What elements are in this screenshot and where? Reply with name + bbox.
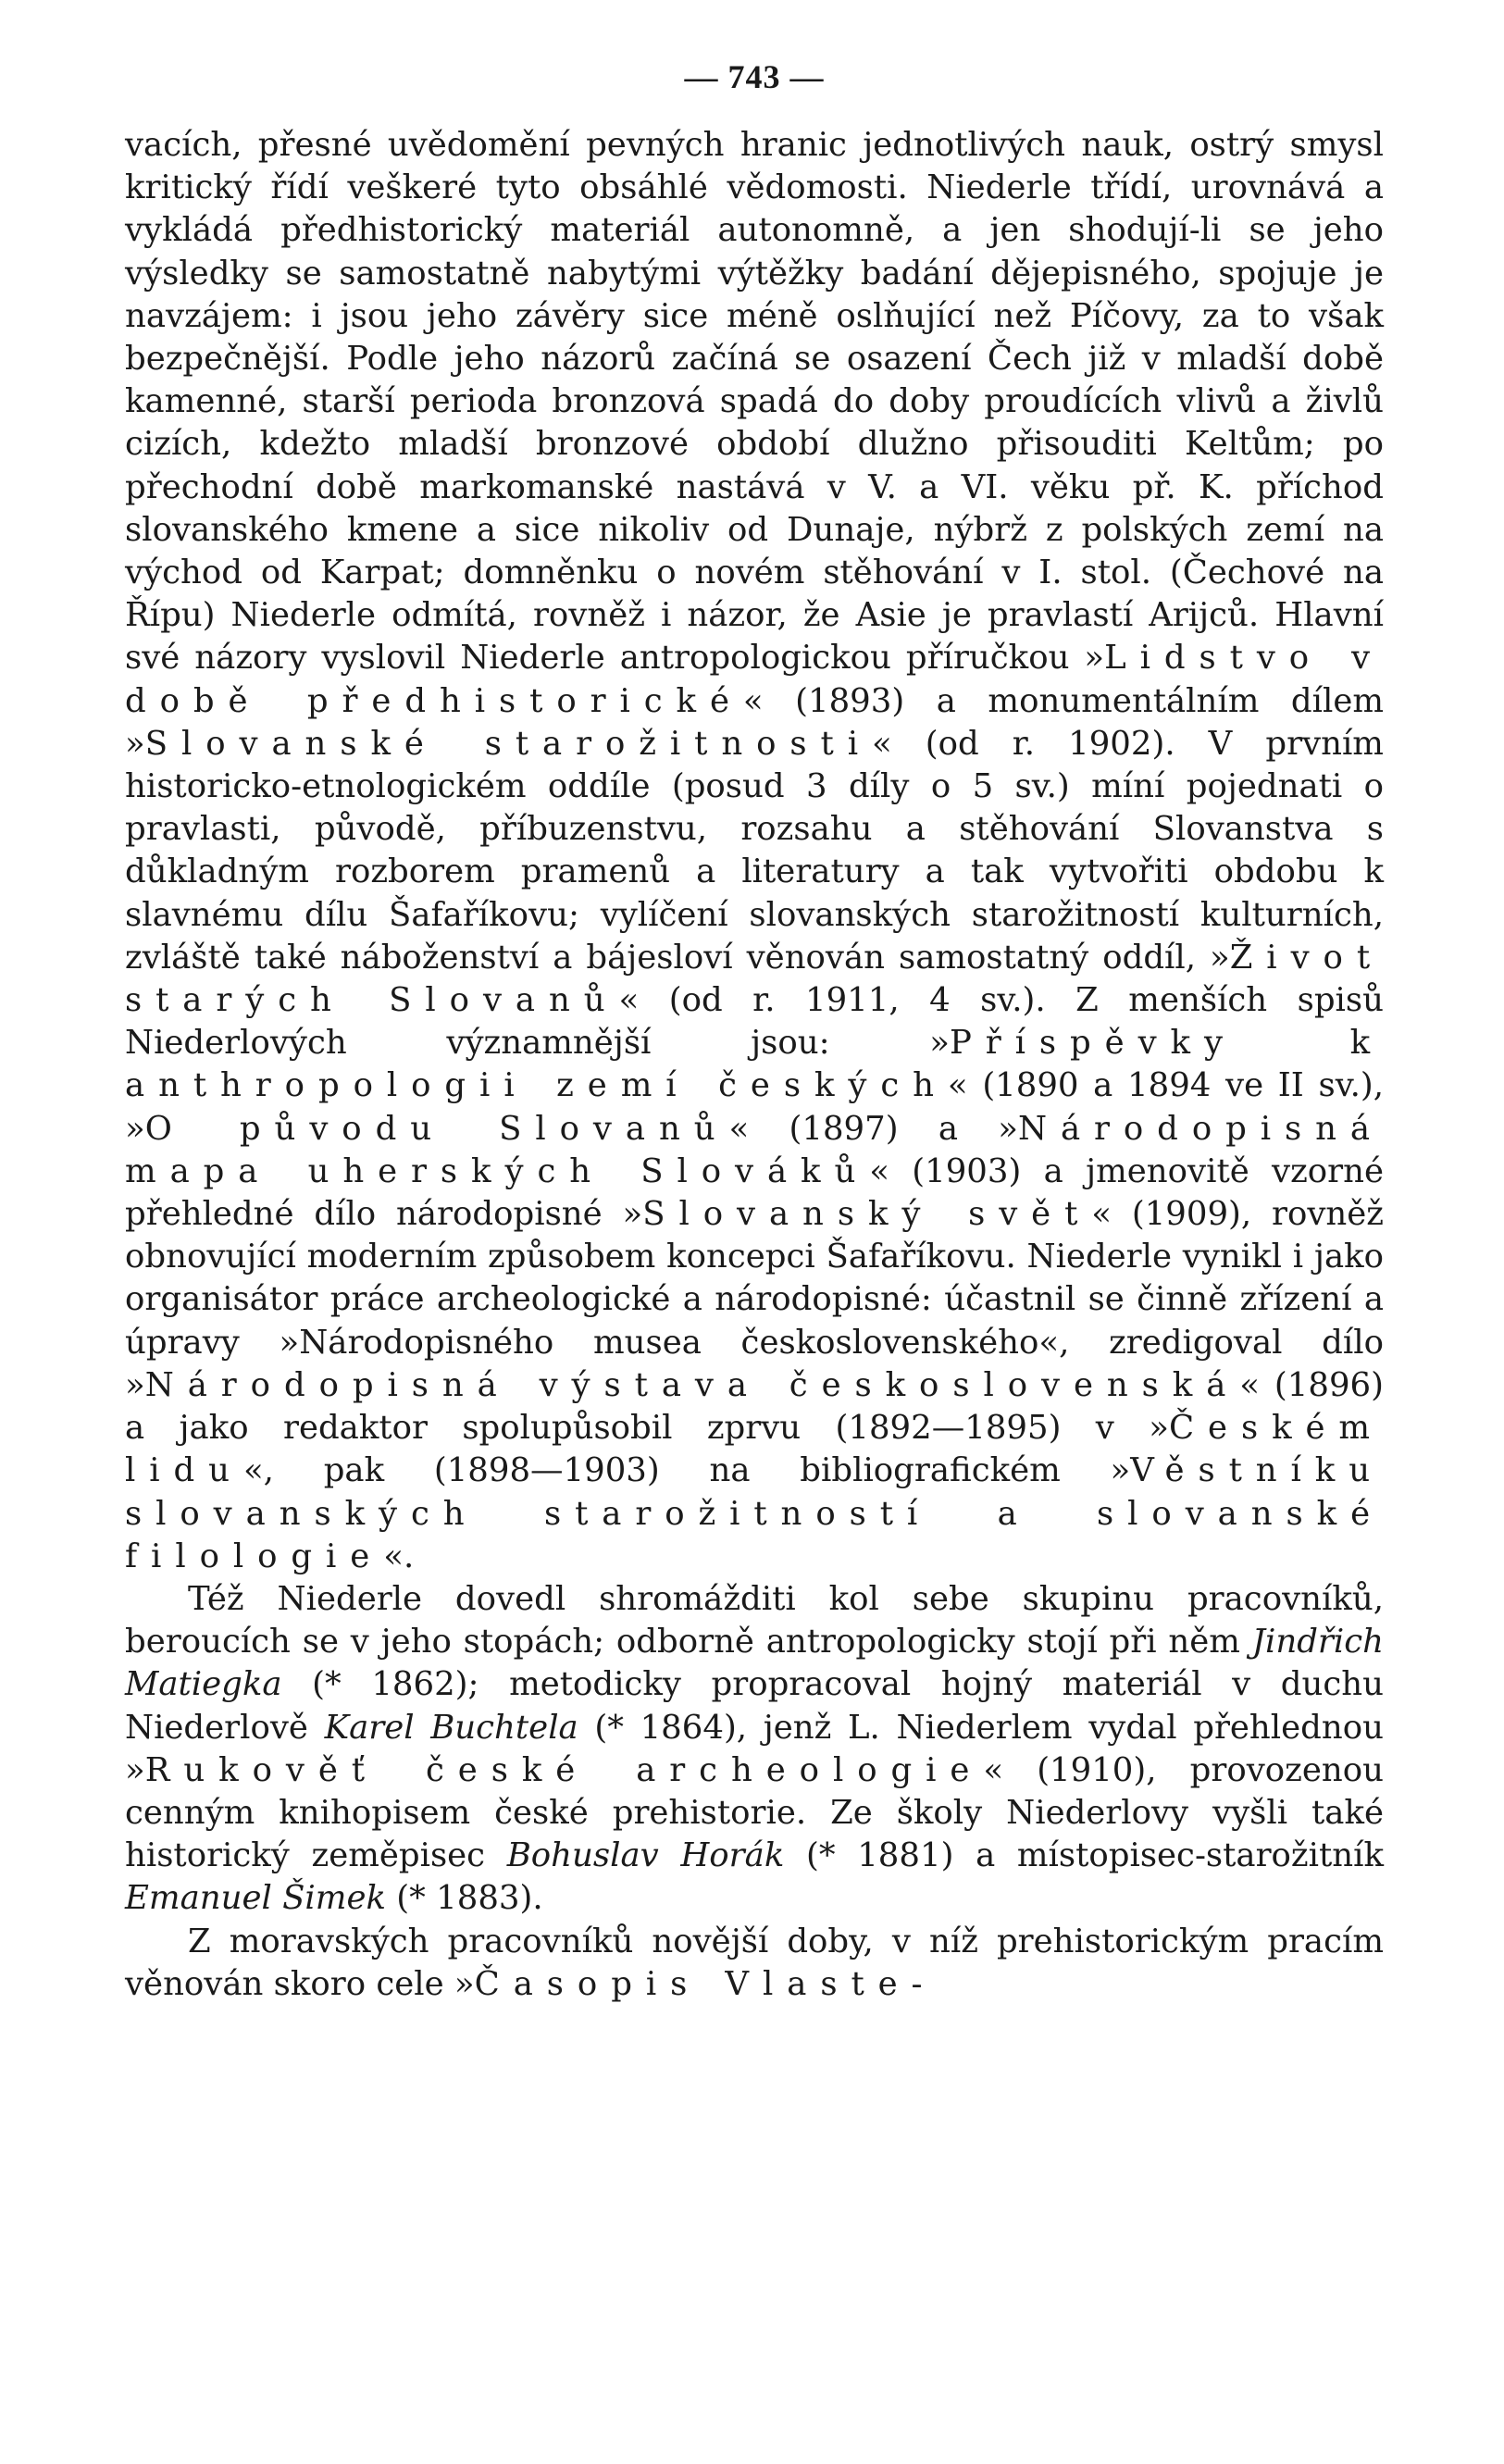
page-body (125, 124, 1384, 2006)
text-run: (* 1862); metodicky propracoval hojný materiál v duchu Niederlově (125, 1665, 1384, 1747)
spaced-title: Časopis Vlaste- (474, 1964, 937, 2003)
text-run: « (1897) a » (728, 1109, 1018, 1148)
italic-name: Emanuel Šimek (125, 1879, 386, 1918)
spaced-title: Lidstvo v době předhistorické (125, 639, 1384, 720)
text-run: Též Niederle dovedl shromážditi kol sebe skupinu pracovníků, beroucích se v jeho stopách; odborně antropologicky stojí při něm (125, 1579, 1384, 1661)
text-run: « (1909), rovněž obnovující moderním způsobem koncepci Šafaříkovu. Niederle vynikl i jako organisátor práce archeologické a národopisné: účastnil se činně zřízení a úpravy »Národopisného musea československého«, zredigoval dílo » (125, 1195, 1385, 1404)
italic-name: Bohuslav Horák (506, 1836, 785, 1875)
text-run: « (1896) a jako redaktor spolupůsobil zprvu (1892—1895) v » (125, 1365, 1384, 1448)
italic-name: Jindřich Matiegka (125, 1623, 1384, 1704)
text-run: « (1910), provozenou cenným knihopisem české prehistorie. Ze školy Niederlovy vyšli také historický zeměpisec (125, 1750, 1384, 1875)
spaced-title: O původu Slovanů (144, 1109, 729, 1148)
spaced-title: Rukověť české archeologie (144, 1750, 984, 1789)
paragraph (125, 1578, 1384, 1921)
spaced-title: Život starých Slovanů (125, 938, 1384, 1020)
book-page (125, 57, 1384, 2006)
text-run: « (od r. 1902). V prvním historicko-etnologickém oddíle (posud 3 díly o 5 sv.) míní pojednati o pravlasti, původě, příbuzenstvu, rozsahu a stěhování Slovanstva s důkladným rozborem pramenů a literatury a tak vytvořiti obdobu k slavnému dílu Šafaříkovu; vylíčení slovanských starožitností kulturních, zvláště také náboženství a bájesloví věnován samostatný oddíl, » (125, 724, 1384, 977)
paragraph (125, 1921, 1384, 2006)
text-run: «. (383, 1537, 415, 1575)
text-run: (* 1881) a místopisec-starožitník (784, 1836, 1384, 1875)
text-run: « (od r. 1911, 4 sv.). Z menších spisů Niederlových významnější jsou: » (125, 981, 1384, 1063)
page-number: — 743 — (684, 58, 825, 95)
spaced-title: Slovanský svět (642, 1195, 1092, 1234)
text-run: (* 1864), jenž L. Niederlem vydal přehlednou » (125, 1708, 1384, 1789)
text-run: (* 1883). (385, 1879, 543, 1918)
spaced-title: Českém lidu (125, 1409, 1384, 1490)
text-run: « (1903) a jmenovitě vzorné přehledné dílo národopisné » (125, 1151, 1385, 1234)
text-run: « (1890 a 1894 ve II sv.), » (125, 1066, 1384, 1148)
spaced-title: Slovanské starožitnosti (144, 724, 872, 763)
spaced-title: Příspěvky k anthropologii zemí českých (125, 1024, 1384, 1105)
italic-name: Karel Buchtela (324, 1708, 578, 1747)
text-run: «, pak (1898—1903) na bibliografickém » (242, 1451, 1131, 1490)
spaced-title: Národopisná mapa uherských Slováků (125, 1109, 1384, 1190)
paragraph (125, 124, 1384, 1578)
spaced-title: Věstníku slovanských starožitností a slovanské filologie (125, 1451, 1384, 1575)
text-run: Z moravských pracovníků novější doby, v níž prehistorickým pracím věnován skoro cele » (125, 1922, 1384, 2003)
text-run: vacích, přesné uvědomění pevných hranic jednotlivých nauk, ostrý smysl kritický řídí veškeré tyto obsáhlé vědomosti. Niederle třídí, urovnává a vykládá předhistorický materiál autonomně, a jen shodují-li se jeho výsledky se samostatně nabytými výtěžky badání dějepisného, spojuje je navzájem: i jsou jeho závěry sice méně oslňující než Píčovy, za to však bezpečnější. Podle jeho názorů začíná se osazení Čech již v mladší době kamenné, starší perioda bronzová spadá do doby proudících vlivů a živlů cizích, kdežto mladší bronzové období dlužno přisouditi Keltům; po přechodní době markomanské nastává v V. a VI. věku př. K. příchod slovanského kmene a sice nikoliv od Dunaje, nýbrž z polských zemí na východ od Karpat; domněnku o novém stěhování v I. stol. (Čechové na Řípu) Niederle odmítá, rovněž i názor, že Asie je pravlastí Arijců. Hlavní své názory vyslovil Niederle antropologickou příručkou » (125, 126, 1384, 678)
spaced-title: Národopisná výstava československá (144, 1365, 1240, 1404)
text-run: « (1893) a monumentálním dílem » (125, 681, 1384, 763)
